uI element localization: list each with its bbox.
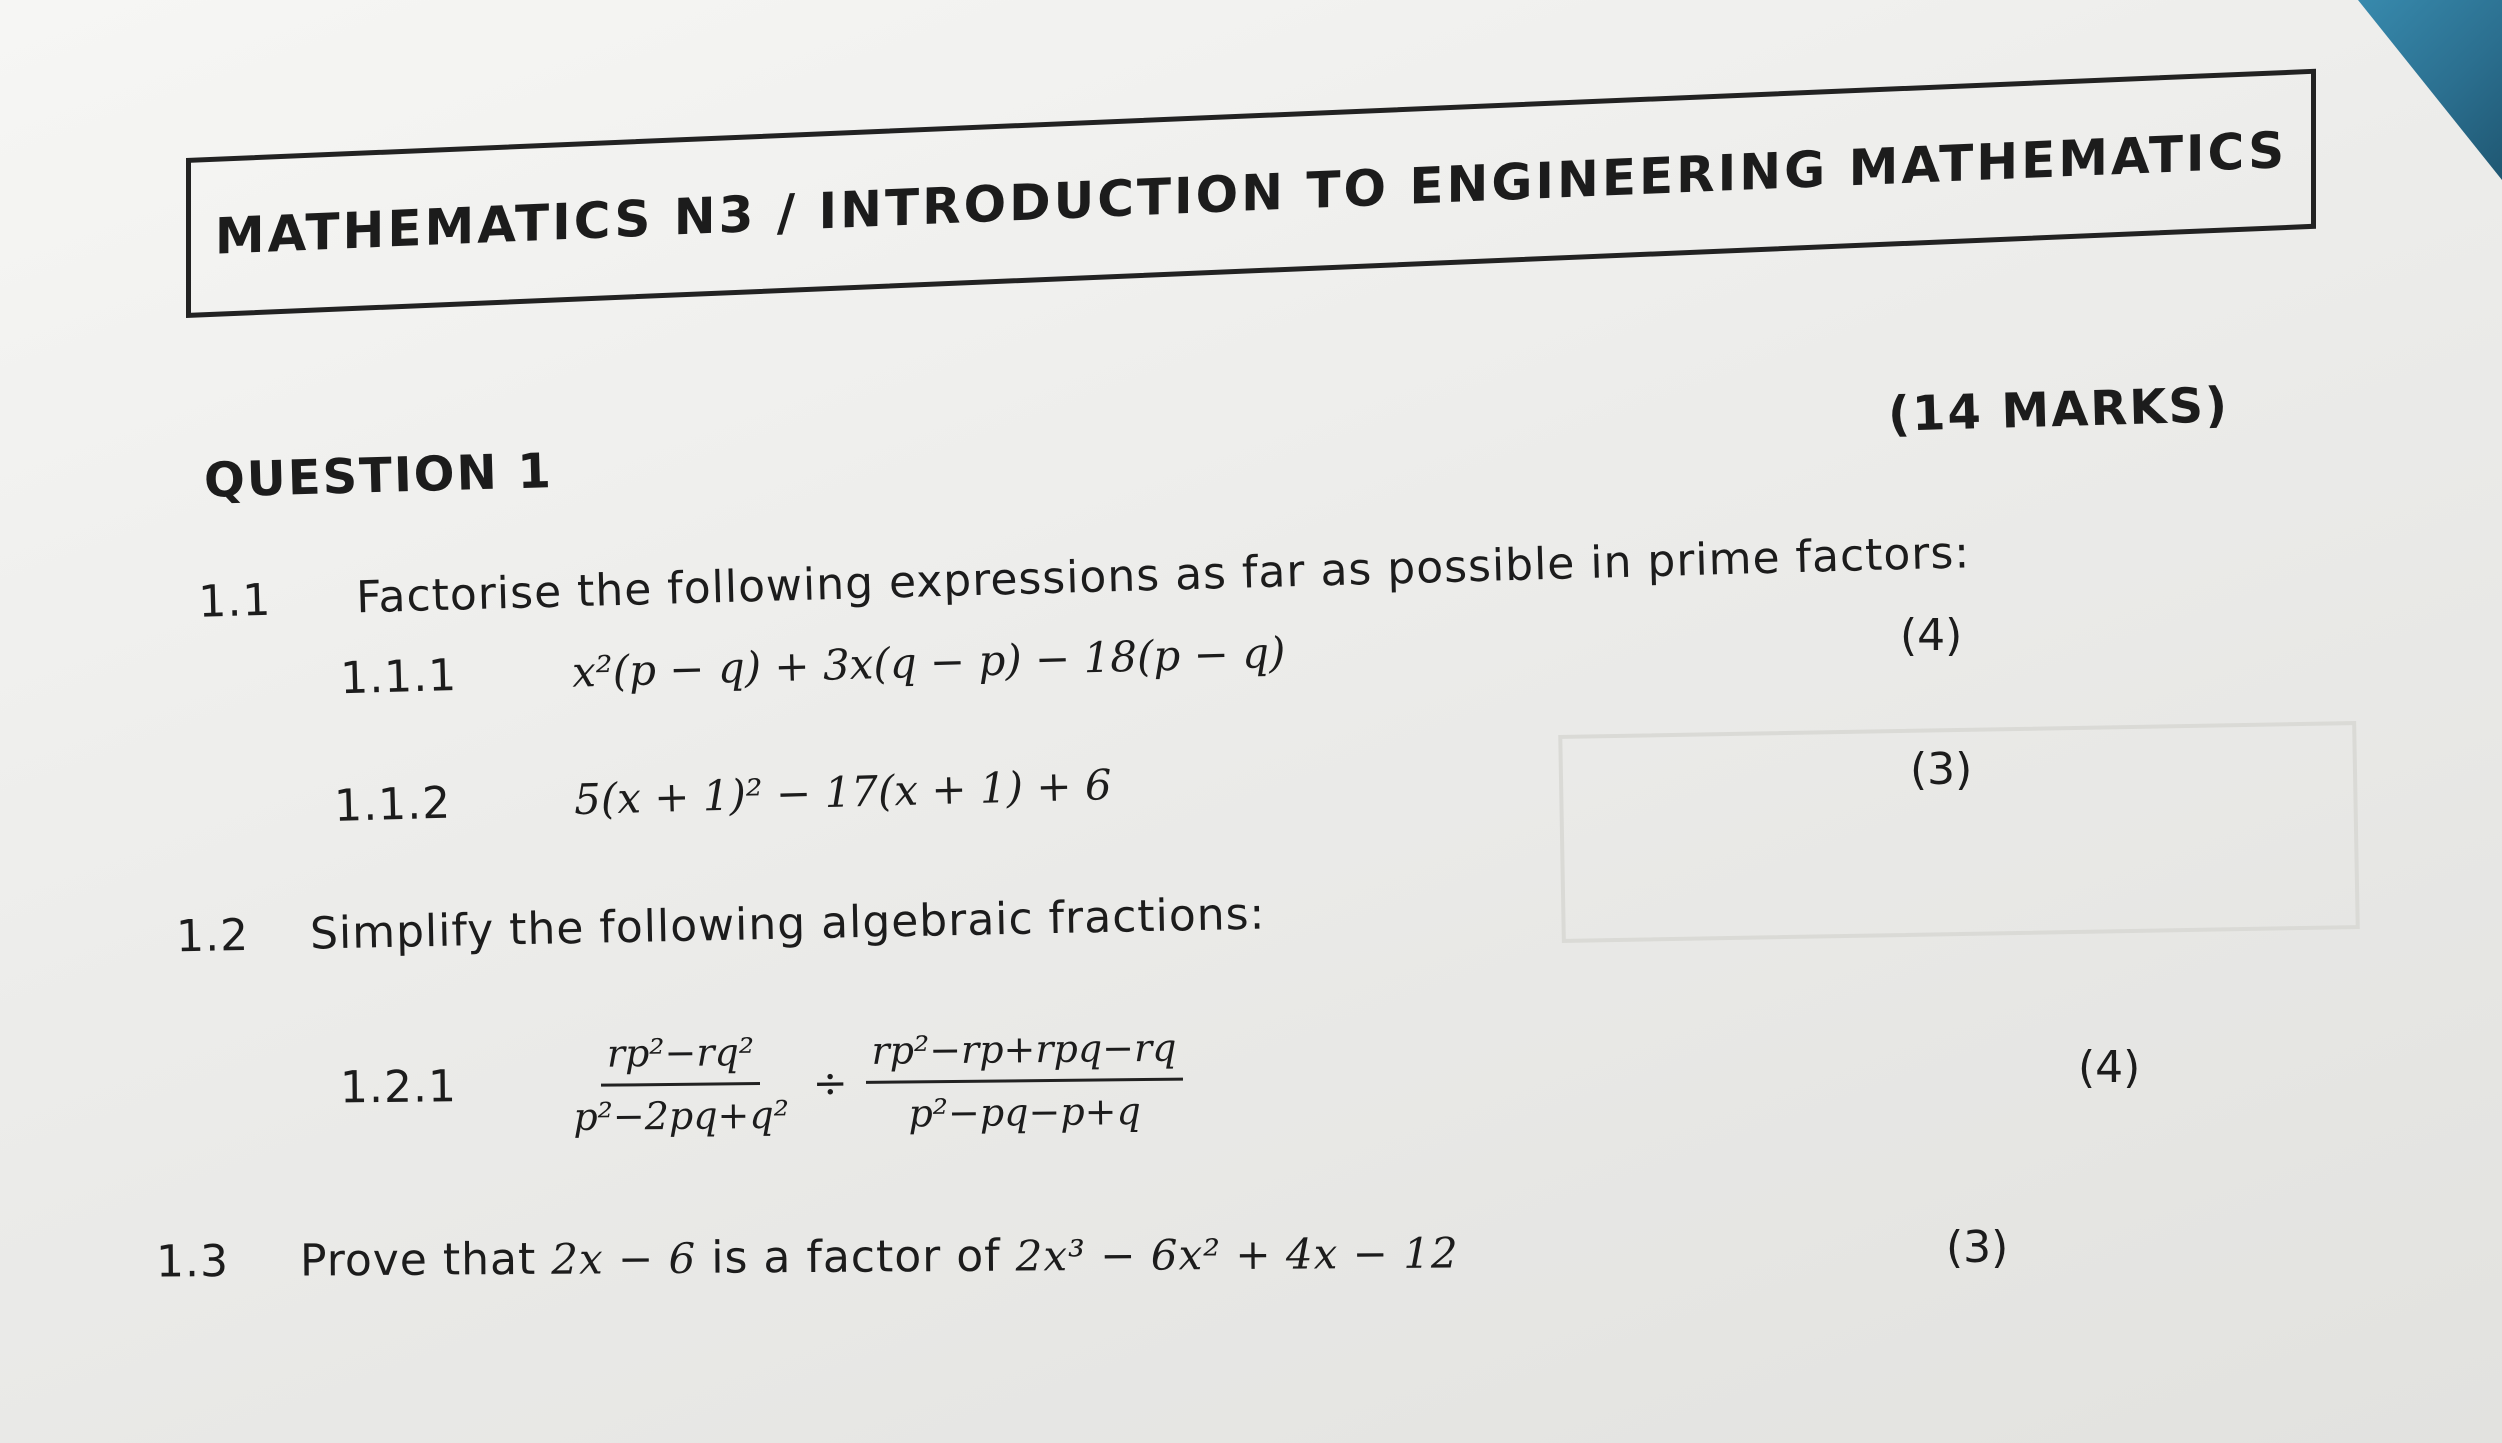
question-total-marks: (14 MARKS) (1887, 377, 2230, 443)
q1-1-instruction: Factorise the following expressions as far as possible in prime factors: (355, 527, 1971, 624)
q1-2-number: 1.2 (175, 909, 250, 963)
document-title-box (186, 69, 2316, 318)
q1-1-2-marks: (3) (1910, 744, 1973, 795)
q1-3-marks: (3) (1946, 1222, 2009, 1273)
q1-2-1-marks: (4) (2078, 1042, 2141, 1093)
q1-1-2-row (333, 759, 1112, 832)
q1-1-number: 1.1 (197, 574, 273, 628)
q1-1-1-expression: x²(p − q) + 3x(q − p) − 18(p − q) (571, 627, 1287, 697)
q1-3-text-before: Prove that (299, 1233, 537, 1287)
q1-2-1-number: 1.2.1 (339, 1061, 458, 1114)
q1-2-1-row (339, 1026, 1183, 1142)
fraction-2-denominator: p²−pq−p+q (908, 1089, 1142, 1136)
question-label: QUESTION 1 (203, 443, 554, 509)
q1-1-1-row (339, 627, 1286, 704)
q1-1-row (198, 527, 1971, 627)
q1-1-1-marks: (4) (1900, 610, 1963, 661)
fraction-2 (865, 1026, 1183, 1136)
q1-2-1-expression (566, 1026, 1183, 1139)
q1-3-number: 1.3 (155, 1236, 230, 1288)
fraction-1 (566, 1030, 795, 1139)
background-fabric-corner (2322, 0, 2502, 180)
q1-3-factor: 2x − 6 (551, 1233, 697, 1284)
division-sign: ÷ (812, 1058, 849, 1108)
q1-2-instruction: Simplify the following algebraic fractions: (309, 888, 1266, 960)
document-title: MATHEMATICS N3 / INTRODUCTION TO ENGINEERING MATHEMATICS (214, 120, 2288, 266)
fraction-1-numerator: rp²−rq² (601, 1030, 761, 1087)
q1-1-2-expression: 5(x + 1)² − 17(x + 1) + 6 (573, 760, 1113, 825)
fraction-2-numerator: rp²−rp+rpq−rq (865, 1026, 1183, 1084)
fraction-1-denominator: p²−2pq+q² (573, 1092, 790, 1139)
q1-2-row (176, 889, 1266, 963)
q1-3-polynomial: 2x³ − 6x² + 4x − 12 (1015, 1228, 1459, 1281)
q1-3-row (156, 1227, 1459, 1287)
q1-1-1-number: 1.1.1 (339, 649, 458, 705)
q1-3-text-middle: is a factor of (711, 1230, 1001, 1284)
q1-1-2-number: 1.1.2 (333, 777, 452, 832)
